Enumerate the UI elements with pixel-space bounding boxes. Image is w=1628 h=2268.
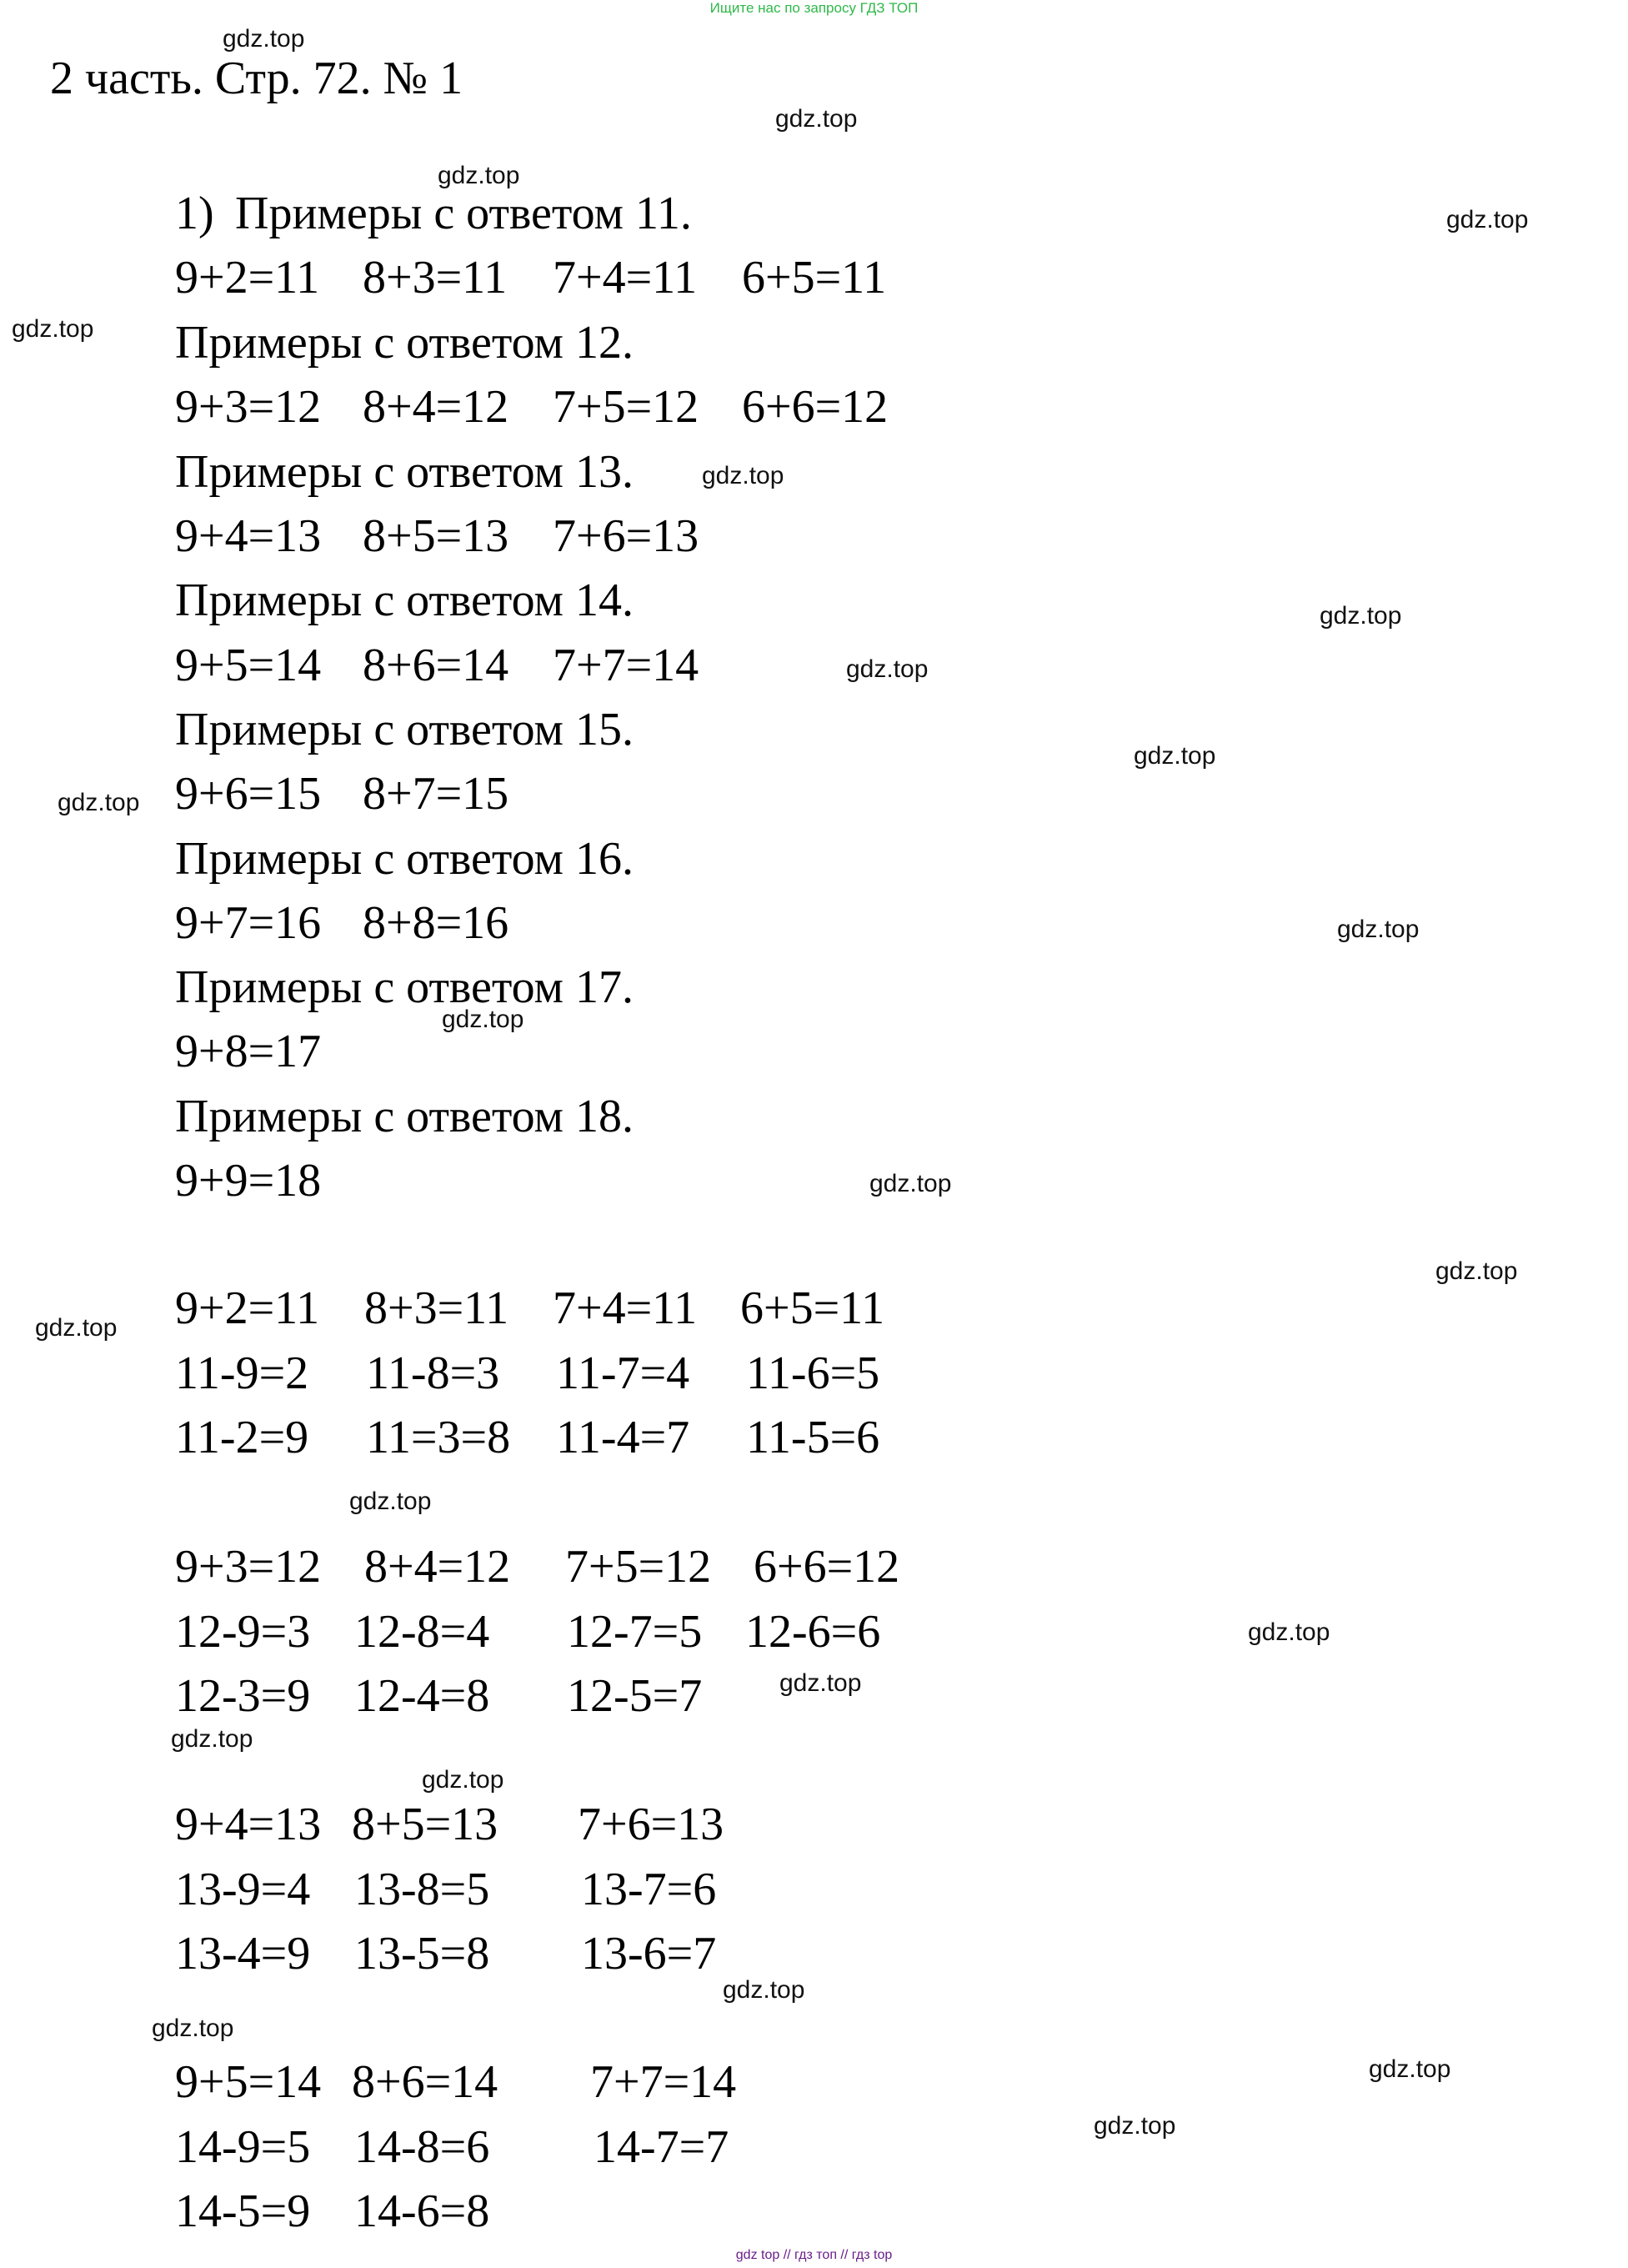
- page-title: 2 часть. Стр. 72. № 1: [50, 53, 463, 104]
- example: 8+7=15: [363, 768, 509, 820]
- example: 12-5=7: [567, 1670, 703, 1722]
- group-heading: Примеры с ответом 13.: [175, 446, 634, 498]
- example: 12-9=3: [175, 1606, 311, 1658]
- watermark: gdz.top: [779, 1669, 862, 1697]
- top-banner: Ищите нас по запросу ГДЗ ТОП: [709, 0, 919, 16]
- group-heading: Примеры с ответом 18.: [175, 1091, 634, 1142]
- watermark: gdz.top: [846, 655, 929, 683]
- example: 9+6=15: [175, 768, 322, 820]
- example: 9+2=11: [175, 252, 320, 304]
- footer-links: gdz top // гдз топ // гдз top: [735, 2248, 893, 2262]
- example: 8+3=11: [363, 252, 508, 304]
- example: 9+2=11: [175, 1282, 320, 1334]
- example: 9+4=13: [175, 1799, 322, 1850]
- example: 14-8=6: [354, 2121, 490, 2173]
- example: 8+3=11: [364, 1282, 509, 1334]
- example: 8+5=13: [363, 510, 509, 562]
- watermark: gdz.top: [1435, 1257, 1518, 1285]
- example: 9+8=17: [175, 1026, 322, 1077]
- example: 9+5=14: [175, 2056, 322, 2108]
- example: 7+7=14: [590, 2056, 737, 2108]
- example: 7+6=13: [553, 510, 699, 562]
- group-heading: Примеры с ответом 17.: [175, 961, 634, 1013]
- watermark: gdz.top: [1248, 1618, 1330, 1646]
- example: 9+4=13: [175, 510, 322, 562]
- example: 9+9=18: [175, 1155, 322, 1207]
- example: 13-7=6: [581, 1864, 717, 1915]
- group-heading: Примеры с ответом 12.: [175, 317, 634, 369]
- example: 13-8=5: [354, 1864, 490, 1915]
- example: 8+5=13: [352, 1799, 498, 1850]
- watermark: gdz.top: [171, 1725, 253, 1753]
- watermark: gdz.top: [1446, 206, 1529, 233]
- example: 6+5=11: [742, 252, 887, 304]
- example: 8+4=12: [364, 1541, 511, 1593]
- example: 12-8=4: [354, 1606, 490, 1658]
- example: 9+3=12: [175, 381, 322, 433]
- watermark: gdz.top: [702, 462, 784, 489]
- watermark: gdz.top: [35, 1314, 118, 1342]
- watermark: gdz.top: [1134, 742, 1216, 770]
- example: 12-6=6: [745, 1606, 881, 1658]
- example: 7+7=14: [553, 640, 699, 691]
- watermark: gdz.top: [12, 315, 94, 343]
- example: 13-4=9: [175, 1928, 311, 1979]
- example: 11-4=7: [556, 1412, 690, 1463]
- watermark: gdz.top: [58, 789, 140, 816]
- watermark: gdz.top: [152, 2015, 234, 2042]
- example: 11-7=4: [556, 1347, 690, 1399]
- example: 7+5=12: [565, 1541, 712, 1593]
- example: 8+6=14: [363, 640, 509, 691]
- example: 11-6=5: [746, 1347, 880, 1399]
- example: 11-5=6: [746, 1412, 880, 1463]
- example: 7+4=11: [553, 1282, 698, 1334]
- example: 11-8=3: [366, 1347, 500, 1399]
- example: 8+6=14: [352, 2056, 498, 2108]
- watermark: gdz.top: [723, 1976, 805, 2004]
- example: 11-9=2: [175, 1347, 309, 1399]
- example: 6+5=11: [740, 1282, 885, 1334]
- example: 8+8=16: [363, 897, 509, 949]
- example: 11=3=8: [366, 1412, 511, 1463]
- example: 14-6=8: [354, 2185, 490, 2237]
- example: 6+6=12: [754, 1541, 900, 1593]
- watermark: gdz.top: [442, 1006, 524, 1033]
- example: 14-9=5: [175, 2121, 311, 2173]
- watermark: gdz.top: [422, 1766, 504, 1794]
- group-heading: Примеры с ответом 15.: [175, 704, 634, 755]
- example: 7+6=13: [578, 1799, 724, 1850]
- watermark: gdz.top: [438, 162, 520, 189]
- watermark: gdz.top: [223, 25, 305, 53]
- example: 8+4=12: [363, 381, 509, 433]
- example: 12-7=5: [567, 1606, 703, 1658]
- example: 9+3=12: [175, 1541, 322, 1593]
- watermark: gdz.top: [1337, 916, 1420, 943]
- watermark: gdz.top: [1320, 602, 1402, 630]
- example: 13-9=4: [175, 1864, 311, 1915]
- watermark: gdz.top: [349, 1488, 432, 1515]
- example: 14-7=7: [594, 2121, 729, 2173]
- watermark: gdz.top: [1369, 2055, 1451, 2083]
- watermark: gdz.top: [869, 1170, 952, 1197]
- example: 7+4=11: [553, 252, 698, 304]
- example: 9+7=16: [175, 897, 322, 949]
- group-heading: Примеры с ответом 14.: [175, 575, 634, 626]
- example: 11-2=9: [175, 1412, 309, 1463]
- group-heading: Примеры с ответом 16.: [175, 833, 634, 885]
- group-heading: Примеры с ответом 11.: [235, 188, 692, 239]
- watermark: gdz.top: [1094, 2112, 1176, 2140]
- example: 12-4=8: [354, 1670, 490, 1722]
- example: 13-6=7: [581, 1928, 717, 1979]
- example: 13-5=8: [354, 1928, 490, 1979]
- example: 7+5=12: [553, 381, 699, 433]
- example: 9+5=14: [175, 640, 322, 691]
- part1-marker: 1): [175, 188, 214, 239]
- example: 6+6=12: [742, 381, 889, 433]
- example: 14-5=9: [175, 2185, 311, 2237]
- example: 12-3=9: [175, 1670, 311, 1722]
- watermark: gdz.top: [775, 105, 858, 133]
